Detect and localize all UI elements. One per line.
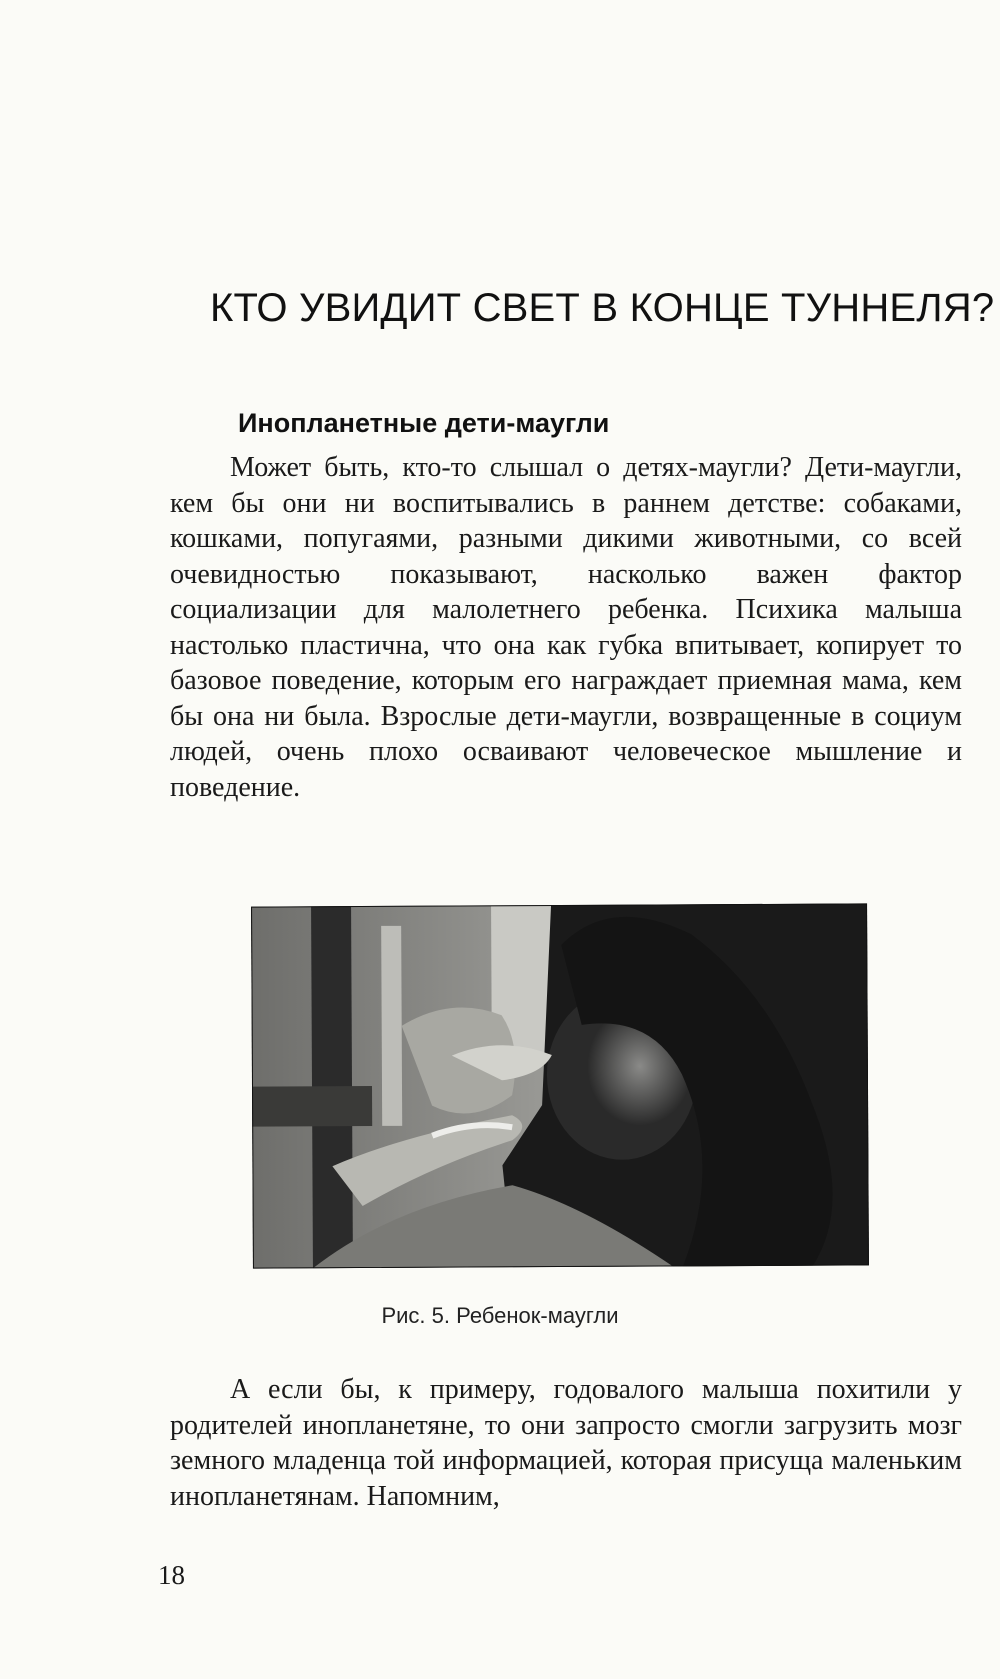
section-heading: Инопланетные дети-маугли (238, 408, 610, 438)
photo-image (251, 903, 869, 1268)
paragraph-1-text: Может быть, кто-то слышал о детях-маугли? Дети-маугли, кем бы они ни воспитывались в раннем детстве: собаками, кошками, попугаями, разными дикими животными, со всей очевидностью показывают, насколько важен фактор социализации для малолетнего ребенка. Психика малыша настолько пластична, что она как губка впитывает, копирует то базовое поведение, которым его награждает приемная мама, кем бы она ни была. Взрослые дети-маугли, возвращенные в социум людей, очень плохо осваивают человеческое мышление и поведение. (170, 452, 962, 803)
page-number: 18 (158, 1560, 185, 1590)
chapter-title: КТО УВИДИТ СВЕТ В КОНЦЕ ТУННЕЛЯ? (210, 286, 995, 330)
figure-photo (251, 903, 869, 1268)
paragraph-1 (170, 450, 962, 805)
paragraph-2-text: А если бы, к примеру, годовалого малыша похитили у родителей инопланетяне, то они запросто смогли загрузить мозг земного младенца той информацией, которая присуща маленьким инопланетянам. Напомним, (170, 1374, 962, 1512)
paragraph-2 (170, 1372, 962, 1514)
figure-caption: Рис. 5. Ребенок-маугли (381, 1303, 619, 1328)
